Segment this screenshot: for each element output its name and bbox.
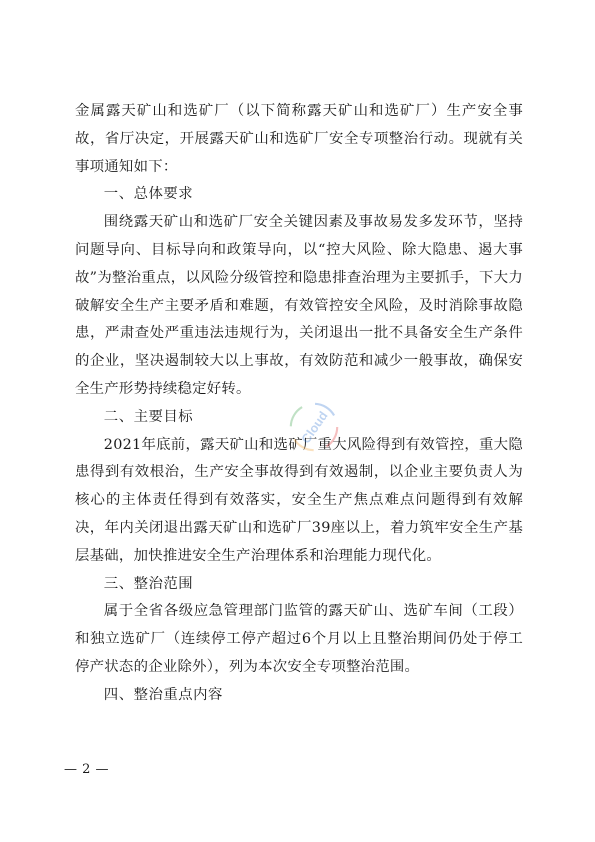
section-heading-key-contents: 四、整治重点内容 [103,686,223,703]
section-heading-general-requirements: 一、总体要求 [103,186,194,203]
document-body [75,98,523,710]
section-body-general-requirements: 围绕露天矿山和选矿厂安全关键因素及事故易发多发环节，坚持问题导向、目标导向和政策导向，以“控大风险、除大隐患、遏大事故”为整治重点，以风险分级管控和隐患排查治理为主要抓手，下大力破解安全生产主要矛盾和难题，有效管控安全风险，及时消除事故隐患，严肃查处严重违法违规行为，关闭退出一批不具备安全生产条件的企业，坚决遏制较大以上事故，有效防范和减少一般事故，确保安全生产形势持续稳定好转。 [75,214,523,397]
section-body-scope: 属于全省各级应急管理部门监管的露天矿山、选矿车间（工段）和独立选矿厂（连续停工停产超过6个月以上且整治期间仍处于停工停产状态的企业除外），列为本次安全专项整治范围。 [75,603,523,675]
intro-paragraph: 金属露天矿山和选矿厂（以下简称露天矿山和选矿厂）生产安全事故，省厅决定，开展露天矿山和选矿厂安全专项整治行动。现就有关事项通知如下： [75,103,523,175]
section-heading-main-goals: 二、主要目标 [103,408,194,425]
section-heading-scope: 三、整治范围 [103,575,194,592]
section-body-main-goals: 2021年底前，露天矿山和选矿厂重大风险得到有效管控，重大隐患得到有效根治，生产安全事故得到有效遏制，以企业主要负责人为核心的主体责任得到有效落实，安全生产焦点难点问题得到有效解决，年内关闭退出露天矿山和选矿厂39座以上，着力筑牢安全生产基层基础，加快推进安全生产治理体系和治理能力现代化。 [75,436,523,564]
page-number: — 2 — [64,762,110,777]
watermark-text: Cloud [298,408,331,447]
